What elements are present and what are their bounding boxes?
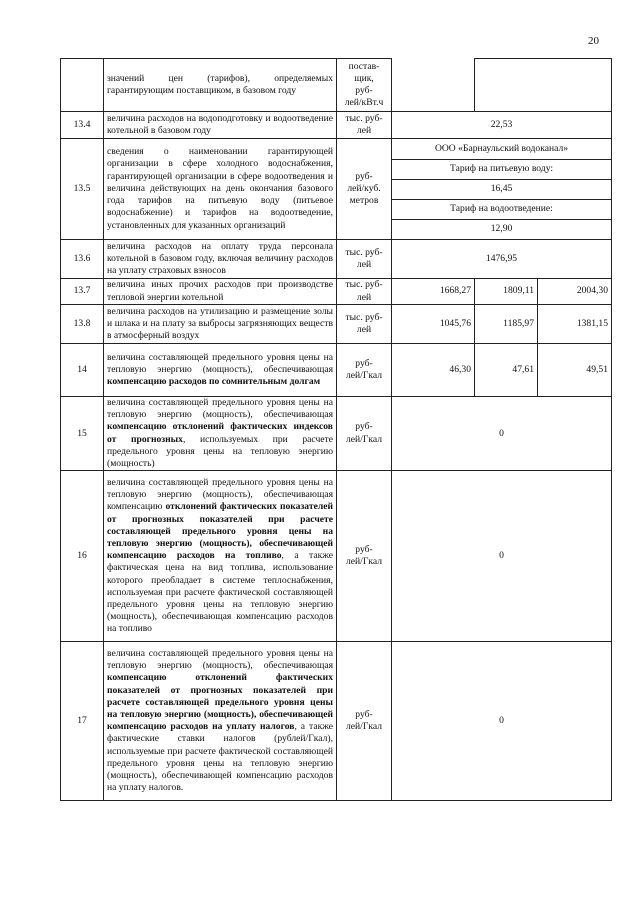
row-description: [104, 397, 337, 471]
row-number: 13.4: [61, 112, 104, 139]
unit-line: лей: [356, 324, 372, 335]
description-text: величина составляющей предельного уровня цены на тепловую энергию (мощность), обеспечивающая: [107, 648, 333, 672]
row-number: 13.5: [61, 139, 104, 240]
row-unit: [337, 112, 392, 139]
row-value-year-2: 1185,97: [475, 305, 538, 344]
row-number: 15: [61, 397, 104, 471]
row-description: значений цен (тарифов), определяемых гарантирующим поставщиком, в базовом году: [104, 59, 337, 112]
description-bold-text: отклонений фактических показателей от прогнозных показателей при расчете составляющей предельного уровня цены на тепловую энергию (мощность), обеспечивающей компенсацию расходов на топливо: [107, 501, 333, 562]
row-description: величина расходов на утилизацию и размещение золы и шлака и на плату за выбросы загрязняющих веществ в атмосферный воздух: [104, 305, 337, 344]
row-value-year-3: 2004,30: [538, 279, 612, 305]
unit-line: лей/куб.: [347, 182, 381, 194]
unit-line: лей/кВт.ч: [344, 97, 384, 109]
row-number: 16: [61, 471, 104, 642]
row-value-year-3: 1381,15: [538, 305, 612, 344]
row-value: 0: [392, 397, 612, 471]
tariff-sewer-value: 12,90: [392, 220, 612, 240]
row-unit: [337, 240, 392, 279]
unit-line: тыс. руб-: [345, 311, 383, 323]
table-row: [61, 112, 612, 139]
description-text: , а также фактическая цена на вид топлива, использование которого преобладает в системе теплоснабжения, используемая при расчете фактической составляющей предельного уровня цены на тепловую энергию (мощность), обеспечивающая компенсацию расходов на топливо: [107, 550, 333, 635]
row-value: 22,53: [392, 112, 612, 139]
page-number: 20: [588, 35, 599, 47]
row-number: 14: [61, 344, 104, 397]
description-bold-text: компенсацию расходов по сомнительным долгам: [107, 376, 321, 388]
unit-line: тыс. руб-: [345, 246, 383, 258]
table-row: [61, 59, 612, 112]
description-text: величина составляющей предельного уровня цены на тепловую энергию (мощность), обеспечивающая компенсацию: [107, 476, 333, 513]
tariff-parameters-table: [60, 58, 612, 801]
row-description: сведения о наименовании гарантирующей организации в сфере холодного водоснабжения, гарантирующей организации в сфере водоотведения и величина действующих на день окончания базового года тарифов на питьевую воду (питьевое водоснабжение) и тарифов на водоотведение, установленных для указанных организаций: [104, 139, 337, 240]
table-row: [61, 471, 612, 642]
table-row: [61, 642, 612, 801]
unit-line: тыс. руб-: [345, 279, 383, 291]
row-description: величина расходов на водоподготовку и водоотведение котельной в базовом году: [104, 112, 337, 139]
unit-line: лей: [356, 259, 372, 270]
row-number-cell: [61, 59, 104, 112]
unit-line: руб-: [355, 85, 373, 96]
table-row: [61, 397, 612, 471]
row-unit: [337, 139, 392, 240]
row-number: 17: [61, 642, 104, 801]
row-unit: [337, 344, 392, 397]
description-text: , а также фактические ставки налогов (рублей/Гкал), используемые при расчете фактической составляющей предельного уровня цены на тепловую энергию (мощность), обеспечивающей компенсацию расходов на уплату налогов.: [107, 721, 333, 794]
row-number: 13.7: [61, 279, 104, 305]
row-value: 1476,95: [392, 240, 612, 279]
tariff-water-value: 16,45: [392, 180, 612, 200]
unit-line: лей/Гкал: [345, 370, 383, 381]
table-row: [61, 305, 612, 344]
row-description: величина расходов на оплату труда персонала котельной в базовом году, включая величину расходов на уплату страховых взносов: [104, 240, 337, 279]
tariff-sewer-label: Тариф на водоотведение:: [392, 200, 612, 220]
unit-line: руб-: [355, 357, 373, 369]
tariff-water-label: Тариф на питьевую воду:: [392, 160, 612, 180]
row-description: [104, 344, 337, 397]
row-unit: [337, 397, 392, 471]
table-row: [61, 240, 612, 279]
row-description: [104, 471, 337, 642]
row-unit: [337, 279, 392, 305]
row-description: [104, 642, 337, 801]
description-text: величина составляющей предельного уровня цены на тепловую энергию (мощность), обеспечивающая: [107, 397, 333, 421]
row-unit: [337, 59, 392, 112]
description-text: , используемых при расчете предельного уровня цены на тепловую энергию (мощность): [107, 433, 333, 470]
unit-line: метров: [349, 195, 379, 207]
unit-line: руб-: [355, 709, 373, 721]
unit-line: лей/Гкал: [345, 433, 383, 445]
description-bold-text: компенсацию отклонений фактических показателей от прогнозных показателей при расчете составляющей предельного уровня цены на тепловую энергию (мощность), обеспечивающей компенсацию расходов на уплату налогов: [107, 672, 333, 733]
row-number: 13.8: [61, 305, 104, 344]
row-unit: [337, 471, 392, 642]
row-number: 13.6: [61, 240, 104, 279]
row-value-year-1: 46,30: [392, 344, 475, 397]
row-value: 0: [392, 471, 612, 642]
unit-line: руб-: [355, 421, 373, 433]
unit-line: лей: [356, 125, 372, 136]
unit-line: тыс. руб-: [345, 112, 383, 124]
row-value-year-1: 1045,76: [392, 305, 475, 344]
unit-line: руб-: [355, 170, 373, 182]
row-value-year-3: 49,51: [538, 344, 612, 397]
row-value-year-2: 47,61: [475, 344, 538, 397]
unit-line: руб-: [355, 544, 373, 556]
row-description: величина иных прочих расходов при производстве тепловой энергии котельной: [104, 279, 337, 305]
row-unit: [337, 305, 392, 344]
unit-line: постав-: [348, 60, 380, 72]
unit-line: лей/Гкал: [345, 721, 383, 733]
empty-cell: [475, 59, 612, 112]
table-row: [61, 139, 612, 160]
unit-line: лей: [356, 291, 372, 303]
water-utility-name: ООО «Барнаульский водоканал»: [392, 139, 612, 160]
unit-line: щик,: [354, 72, 374, 84]
row-value-year-1: 1668,27: [392, 279, 475, 305]
empty-cell: [392, 59, 475, 112]
description-bold-text: компенсацию отклонений фактических индексов от прогнозных: [107, 421, 333, 445]
row-unit: [337, 642, 392, 801]
row-value-year-2: 1809,11: [475, 279, 538, 305]
table-row: [61, 279, 612, 305]
table-row: [61, 344, 612, 397]
description-text: величина составляющей предельного уровня цены на тепловую энергию (мощность), обеспечивающая: [107, 351, 333, 375]
unit-line: лей/Гкал: [345, 556, 383, 568]
row-value: 0: [392, 642, 612, 801]
